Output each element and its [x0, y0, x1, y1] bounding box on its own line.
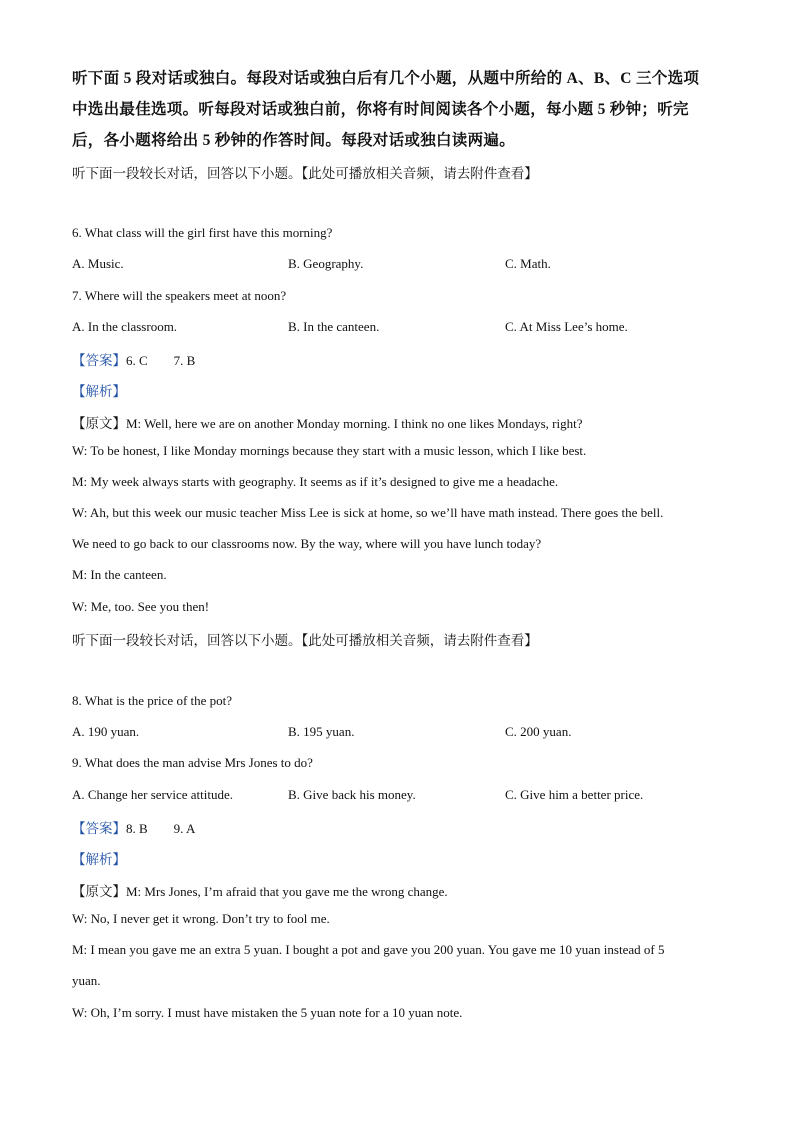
- section-intro: 听下面一段较长对话，回答以下小题。【此处可播放相关音频，请去附件查看】: [72, 166, 538, 182]
- transcript-text: M: Mrs Jones, I’m afraid that you gave me the wrong change.: [126, 884, 448, 899]
- answer-value: 7. B: [173, 353, 196, 368]
- transcript-line: W: Me, too. See you then!: [72, 599, 210, 614]
- transcript-line: We need to go back to our classrooms now. By the way, where will you have lunch today?: [72, 536, 542, 551]
- answer-line: [72, 817, 195, 837]
- answer-value: 9. A: [173, 821, 196, 836]
- option-c: C. 200 yuan.: [505, 724, 572, 739]
- question-6: 6. What class will the girl first have this morning?: [72, 225, 333, 240]
- option-b: B. In the canteen.: [288, 319, 380, 334]
- question-7: 7. Where will the speakers meet at noon?: [72, 288, 287, 303]
- transcript-line: W: To be honest, I like Monday mornings because they start with a music lesson, which I like best.: [72, 443, 587, 458]
- answer-tag: 【答案】: [72, 353, 126, 369]
- option-a: A. 190 yuan.: [72, 724, 140, 739]
- option-a: A. In the classroom.: [72, 319, 178, 334]
- transcript-line: yuan.: [72, 973, 101, 988]
- transcript-line: [72, 880, 448, 900]
- answer-line: [72, 349, 195, 369]
- option-a: A. Change her service attitude.: [72, 787, 233, 802]
- transcript-line: M: In the canteen.: [72, 567, 167, 582]
- original-tag: 【原文】: [72, 884, 126, 900]
- transcript-line: W: Ah, but this week our music teacher Miss Lee is sick at home, so we’ll have math instead. There goes the bell.: [72, 505, 664, 520]
- transcript-text: M: Well, here we are on another Monday morning. I think no one likes Mondays, right?: [126, 416, 583, 431]
- answer-value: 6. C: [126, 353, 148, 368]
- transcript-line: [72, 412, 583, 432]
- option-b: B. Give back his money.: [288, 787, 416, 802]
- instruction-line-2: 中选出最佳选项。听每段对话或独白前，你将有时间阅读各个小题，每小题 5 秒钟；听完: [72, 101, 689, 118]
- question-9: 9. What does the man advise Mrs Jones to do?: [72, 755, 313, 770]
- option-a: A. Music.: [72, 256, 124, 271]
- answer-tag: 【答案】: [72, 821, 126, 837]
- transcript-line: W: No, I never get it wrong. Don’t try to fool me.: [72, 911, 330, 926]
- analysis-line: [72, 848, 126, 868]
- option-c: C. Math.: [505, 256, 551, 271]
- option-c: C. Give him a better price.: [505, 787, 644, 802]
- transcript-line: M: My week always starts with geography. It seems as if it’s designed to give me a headache.: [72, 474, 559, 489]
- answer-value: 8. B: [126, 821, 148, 836]
- analysis-line: [72, 380, 126, 400]
- instruction-line-3: 后，各小题将给出 5 秒钟的作答时间。每段对话或独白读两遍。: [72, 132, 516, 149]
- analysis-tag: 【解析】: [72, 384, 126, 400]
- instruction-line-1: 听下面 5 段对话或独白。每段对话或独白后有几个小题，从题中所给的 A、B、C 三个选项: [72, 70, 700, 87]
- transcript-line: M: I mean you gave me an extra 5 yuan. I bought a pot and gave you 200 yuan. You gave me 10 yuan instead of 5: [72, 942, 665, 957]
- analysis-tag: 【解析】: [72, 852, 126, 868]
- section-intro: 听下面一段较长对话，回答以下小题。【此处可播放相关音频，请去附件查看】: [72, 633, 538, 649]
- original-tag: 【原文】: [72, 416, 126, 432]
- question-8: 8. What is the price of the pot?: [72, 693, 233, 708]
- option-c: C. At Miss Lee’s home.: [505, 319, 628, 334]
- option-b: B. Geography.: [288, 256, 364, 271]
- option-b: B. 195 yuan.: [288, 724, 355, 739]
- transcript-line: W: Oh, I’m sorry. I must have mistaken the 5 yuan note for a 10 yuan note.: [72, 1005, 463, 1020]
